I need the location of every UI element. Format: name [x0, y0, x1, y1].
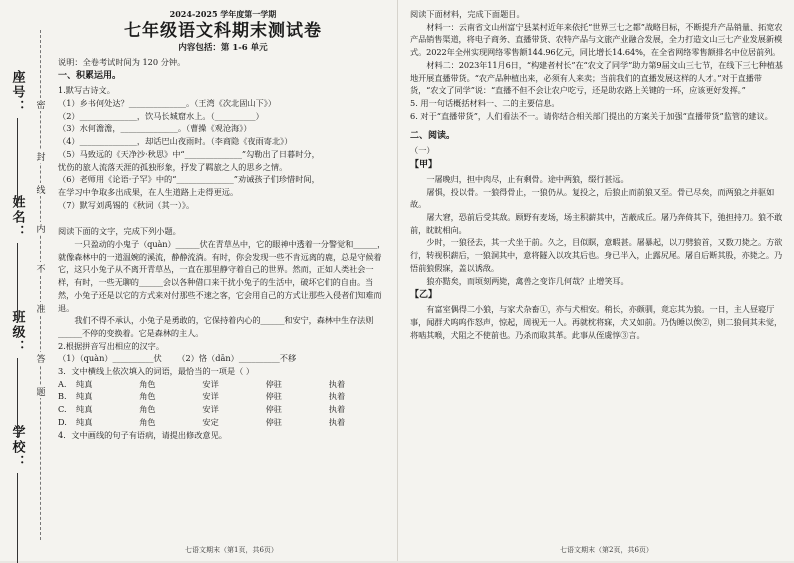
- question-3: 3．文中横线上依次填入的词语，最恰当的一项是（ ）: [58, 366, 255, 377]
- seal-char: 内: [34, 222, 48, 235]
- q2-item: （1）（quàn）__________伏: [58, 353, 162, 364]
- seal-char: 封: [34, 150, 48, 163]
- seal-char: 准: [34, 302, 48, 315]
- section-1-heading: 一、积累运用。: [58, 71, 122, 82]
- option-word: 停驻: [265, 404, 282, 415]
- option-word: 纯真: [76, 416, 93, 427]
- option-word: 执着: [328, 416, 346, 427]
- school-line: [17, 473, 18, 563]
- seal-char: 不: [34, 262, 48, 275]
- page-fold: [397, 0, 398, 561]
- option-letter: D.: [58, 416, 67, 427]
- exam-title: 七年级语文科期末测试卷: [124, 21, 322, 42]
- q3-option-row: [58, 416, 388, 429]
- option-letter: A.: [58, 378, 67, 389]
- option-letter: B.: [58, 391, 67, 402]
- right-page-footer: 七语文期末（第2页，共6页）: [560, 546, 653, 554]
- left-page: [58, 8, 388, 441]
- jia-paragraph: 狼亦黠矣，而顷刻两毙，禽兽之变诈几何哉？止增笑耳。: [426, 275, 629, 286]
- passage-paragraph: 我们不得不承认，小兔子是勇敢的，它保持着内心的______和安宁，森林中生存法则______不停的变换着。它是森林的主人。: [58, 315, 374, 338]
- yi-paragraph: 有富室偶得二小狼，与家犬杂畜①，亦与犬相安。稍长，亦颇驯，竟忘其为狼。一日，主人昼寝厅事，闻群犬呜呜作怒声，惊起，周视无一人。再就枕将寐，犬又如前。乃伪睡以俟②，则二狼伺其未觉，将啮其喉，犬阻之不使前也。乃杀而取其革。此事从侄虞惇③言。: [410, 304, 783, 340]
- question-2-items: [58, 352, 388, 365]
- option-word: 角色: [139, 378, 156, 389]
- exam-scope: 内容包括：第 1-6 单元: [178, 43, 268, 54]
- option-word: 停驻: [265, 378, 282, 389]
- school-field: [6, 425, 28, 563]
- exam-term: 2024-2025 学年度第一学期: [169, 9, 277, 19]
- option-word: 角色: [139, 391, 156, 402]
- q3-option-row: [58, 403, 388, 416]
- fill-item: （3）水何澹澹，______________。（曹操《观沧海》）: [58, 123, 252, 134]
- q2-item: （2）恪（dān）__________不移: [177, 353, 297, 364]
- school-label: 学校：: [9, 425, 25, 470]
- option-word: 安定: [202, 416, 219, 427]
- option-word: 安详: [202, 404, 219, 415]
- option-word: 角色: [139, 416, 156, 427]
- seal-char: 线: [34, 183, 48, 196]
- class-field: [6, 310, 28, 438]
- question-5: 5. 用一句话概括材料一、二的主要信息。: [410, 97, 560, 108]
- material-2: 材料二：2023年11月6日，“构建者村长”在“农文了同学”助力第9届文山三七节，在线下三七种植基地开展直播带货。“农产品种植出来，必须有人来卖；当前我们的直播发展这样的人才。”对于直播带货，“农文了同学”说：“直播不但不会让农户吃亏，还是助农路上关键的一环，应该更好发挥。”: [410, 59, 783, 96]
- q3-option-row: [58, 390, 388, 403]
- name-field: [6, 195, 28, 323]
- seat-label: 座号：: [9, 70, 25, 115]
- left-page-footer: 七语文期末（第1页，共6页）: [185, 546, 278, 554]
- question-6: 6. 对于“直播带货”，人们看法不一。请你结合相关部门提出的方案关于加强“直播带货”监管的建议。: [410, 110, 773, 121]
- part-1-label: （一）: [410, 145, 435, 156]
- reading-intro: 阅读下面的文字，完成下列小题。: [58, 226, 181, 237]
- option-word: 纯真: [76, 378, 93, 389]
- option-word: 执着: [328, 378, 346, 389]
- class-line: [17, 358, 18, 438]
- option-letter: C.: [58, 404, 67, 415]
- jia-paragraph: 屠惧，投以骨。一狼得骨止，一狼仍从。复投之，后狼止而前狼又至。骨已尽矣，而两狼之并驱如故。: [410, 186, 775, 210]
- fill-item: （7）默写刘禹锡的《秋词（其一）》。: [58, 199, 195, 210]
- class-label: 班级：: [9, 310, 25, 355]
- text-jia-label: 【甲】: [410, 159, 438, 170]
- option-word: 安详: [202, 391, 219, 402]
- question-4: 4．文中画线的句子有语病，请提出修改意见。: [58, 429, 227, 440]
- fill-item: （2）______________，饮马长城窟水上。（__________）: [58, 110, 264, 121]
- fill-item: （5）马致远的《天净沙·秋思》中“______________”勾勒出了日暮时分，: [58, 148, 320, 159]
- material-1: 材料一：云南省文山州富宁县某村近年来依托“世界三七之都”战略目标，不断提升产品销量、拓宽农产品销售渠道，将电子商务、直播带货、农特产品与文旅产业融合发展，全力打造文山三七产业发展新模式。2022年全州实现网络零售额144.96亿元，同比增长14.64%，在全省网络零售额排名中位居前列。: [410, 21, 783, 58]
- option-word: 执着: [328, 391, 346, 402]
- option-word: 停驻: [265, 391, 282, 402]
- name-line: [17, 243, 18, 323]
- fill-item: 忧伤的旅人流落天涯的孤独形象，抒发了羁旅之人的思乡之情。: [58, 161, 288, 172]
- seat-field: [6, 70, 28, 208]
- option-word: 角色: [139, 404, 156, 415]
- option-word: 纯真: [76, 391, 93, 402]
- exam-note: 说明：全卷考试时间为 120 分钟。: [58, 56, 186, 67]
- section-2-heading: 二、阅读。: [410, 131, 456, 142]
- name-label: 姓名：: [9, 195, 25, 240]
- option-word: 停驻: [265, 416, 282, 427]
- seal-char: 答: [34, 352, 48, 365]
- option-word: 执着: [328, 404, 346, 415]
- seat-line: [17, 118, 18, 208]
- q3-option-row: [58, 378, 388, 391]
- right-page: [410, 8, 785, 341]
- material-intro: 阅读下面材料，完成下面题目。: [410, 9, 525, 19]
- question-1: 1.默写古诗文。: [58, 85, 115, 96]
- jia-paragraph: 少时，一狼径去，其一犬坐于前。久之，目似瞑，意暇甚。屠暴起，以刀劈狼首，又数刀毙之。方欲行，转视积薪后，一狼洞其中，意将隧入以攻其后也。身已半入，止露尻尾。屠自后断其股，亦毙之。乃悟前狼假寐，盖以诱敌。: [410, 237, 783, 273]
- passage-paragraph: 一只盈动的小鬼子（quàn）______伏在青草丛中，它的眼神中透着一分警觉和______，就像森林中的一道温婉的溪流，静静流淌。有时，你会发现一些不肯远离的鹿，总是守候着它，这只小兔子从不离开青草丛，一直在那里静守着自己的世界。然而，正如人类社会一样，有时，一些无聊的______会以各种借口来干扰小兔子的生活中，破坏它们的自由。当然，小兔子还是以它的方式来对付那些不速之客，它会用自己的方式让那些入侵者们知难而退。: [58, 239, 386, 313]
- binding-margin: [0, 0, 58, 561]
- option-word: 纯真: [76, 404, 93, 415]
- text-yi-label: 【乙】: [410, 290, 438, 301]
- option-word: 安详: [202, 378, 219, 389]
- seal-char: 题: [34, 385, 48, 398]
- jia-paragraph: 一屠晚归，担中肉尽，止有剩骨。途中两狼，缀行甚远。: [426, 173, 629, 184]
- fill-item: （6）老师用《论语·子罕》中的“______________”劝诫孩子们珍惜时间，: [58, 174, 320, 185]
- fill-item: （4）______________，却话巴山夜雨时。（李商隐《夜雨寄北》）: [58, 136, 293, 147]
- fill-item: 在学习中争取多出成果，在人生道路上走得更远。: [58, 186, 239, 197]
- fill-item: （1）乡书何处达？______________。（王湾《次北固山下》）: [58, 98, 277, 108]
- question-2: 2.根据拼音写出相应的汉字。: [58, 340, 165, 351]
- seal-char: 密: [34, 98, 48, 111]
- jia-paragraph: 屠大窘，恐前后受其敌。顾野有麦场，场主积薪其中，苫蔽成丘。屠乃奔倚其下，弛担持刀。狼不敢前，眈眈相向。: [410, 212, 783, 235]
